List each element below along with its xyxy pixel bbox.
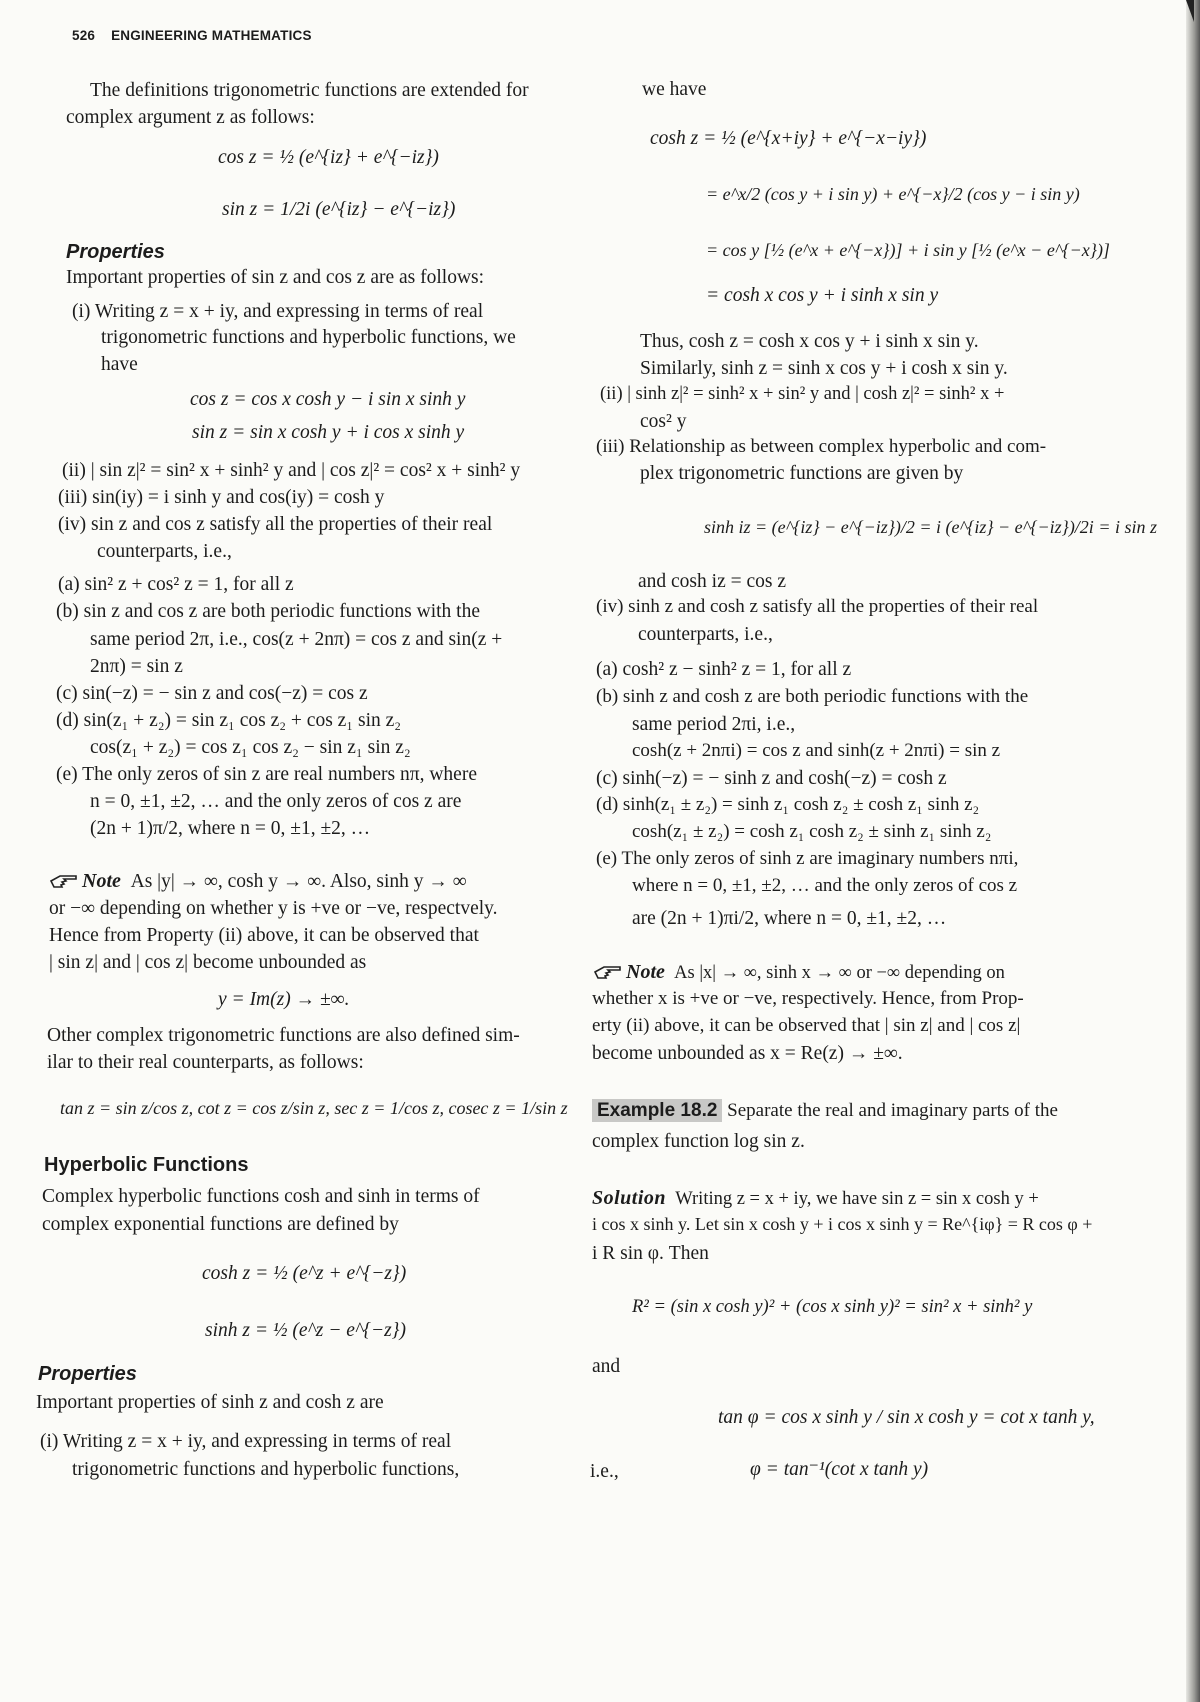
- properties-heading: Properties: [66, 241, 165, 263]
- property-2: (ii) | sin z|² = sin² x + sinh² y and | cos z|² = cos² x + sinh² y: [62, 460, 521, 481]
- scan-page-edge: [1186, 0, 1200, 1702]
- page-number: 526: [72, 28, 96, 43]
- right-property-b-line-1: (b) sinh z and cosh z are both periodic functions with the: [596, 686, 1029, 707]
- right-property-4-line-b: counterparts, i.e.,: [638, 624, 773, 645]
- right-property-a: (a) cosh² z − sinh² z = 1, for all z: [596, 659, 852, 680]
- right-property-3-line-a: (iii) Relationship as between complex hyperbolic and com-: [596, 436, 1047, 457]
- scan-corner-mark: [1186, 0, 1194, 22]
- def-sin-equation: sin z = 1/2i (e^{iz} − e^{−iz}): [222, 199, 456, 220]
- property-4-line-b: counterparts, i.e.,: [97, 541, 232, 562]
- right-property-d-line-2: cosh(z₁ ± z₂) = cosh z₁ cosh z₂ ± sinh z₁ sinh z₂: [632, 821, 992, 842]
- pointing-hand-icon: [594, 963, 622, 987]
- right-property-e-line-1: (e) The only zeros of sinh z are imaginary numbers nπi,: [596, 848, 1019, 869]
- right-note-label: Note: [626, 961, 665, 983]
- hyperbolic-intro-line-1: Complex hyperbolic functions cosh and sinh in terms of: [42, 1186, 480, 1207]
- note-text-1: As |y| → ∞, cosh y → ∞. Also, sinh y → ∞: [130, 871, 467, 892]
- running-title: ENGINEERING MATHEMATICS: [111, 28, 312, 43]
- right-property-c: (c) sinh(−z) = − sinh z and cosh(−z) = cosh z: [596, 768, 947, 789]
- note-label: Note: [82, 870, 121, 892]
- property-1-line-b: trigonometric functions and hyperbolic functions, we: [101, 327, 516, 348]
- def-cosh-equation: cosh z = ½ (e^z + e^{−z}): [202, 1263, 407, 1284]
- right-note-line-2: whether x is +ve or −ve, respectively. Hence, from Prop-: [592, 988, 1024, 1009]
- pointing-hand-icon: [50, 872, 78, 896]
- running-header: [72, 28, 312, 43]
- property-1-line-a: (i) Writing z = x + iy, and expressing in terms of real: [72, 301, 484, 322]
- property-d-line-1: (d) sin(z₁ + z₂) = sin z₁ cos z₂ + cos z₁ sin z₂: [56, 710, 402, 731]
- cosh-derivation-1: cosh z = ½ (e^{x+iy} + e^{−x−iy}): [650, 128, 927, 149]
- right-property-4-line-a: (iv) sinh z and cosh z satisfy all the properties of their real: [596, 596, 1039, 617]
- other-functions-line-1: Other complex trigonometric functions are also defined sim-: [47, 1025, 520, 1046]
- other-functions-equation: tan z = sin z/cos z, cot z = cos z/sin z, sec z = 1/cos z, cosec z = 1/sin z: [60, 1098, 568, 1118]
- example-line-2: complex function log sin z.: [592, 1131, 805, 1152]
- property-b-line-2: same period 2π, i.e., cos(z + 2nπ) = cos z and sin(z +: [90, 629, 503, 650]
- right-property-d-line-1: (d) sinh(z₁ ± z₂) = sinh z₁ cosh z₂ ± cosh z₁ sinh z₂: [596, 794, 980, 815]
- note-line-4: | sin z| and | cos z| become unbounded as: [49, 952, 367, 973]
- properties-2-heading: Properties: [38, 1363, 137, 1385]
- sinh-iz-equation: sinh iz = (e^{iz} − e^{−iz})/2 = i (e^{iz} − e^{−iz})/2i = i sin z: [704, 517, 1157, 537]
- example-label: Example 18.2: [592, 1099, 722, 1122]
- property-1-line-c: have: [101, 354, 138, 375]
- solution-line-2: i cos x sinh y. Let sin x cosh y + i cos x sinh y = Re^{iφ} = R cos φ +: [592, 1214, 1093, 1234]
- right-note-line-3: erty (ii) above, it can be observed that | sin z| and | cos z|: [592, 1015, 1021, 1036]
- right-property-b-line-3: cosh(z + 2nπi) = cos z and sinh(z + 2nπi) = sin z: [632, 740, 1001, 761]
- property-1-equation-2: sin z = sin x cosh y + i cos x sinh y: [192, 422, 465, 443]
- cosh-derivation-2: = e^x/2 (cos y + i sin y) + e^{−x}/2 (cos y − i sin y): [706, 184, 1080, 204]
- properties-2-intro: Important properties of sinh z and cosh z are: [36, 1392, 384, 1413]
- and-connector: and: [592, 1356, 621, 1377]
- cosh-iz-line: and cosh iz = cos z: [638, 571, 786, 592]
- hyp-property-1-line-a: (i) Writing z = x + iy, and expressing in terms of real: [40, 1431, 452, 1452]
- right-property-e-line-3: are (2n + 1)πi/2, where n = 0, ±1, ±2, …: [632, 908, 947, 929]
- property-c: (c) sin(−z) = − sin z and cos(−z) = cos z: [56, 683, 368, 704]
- solution-equation-phi: φ = tan⁻¹(cot x tanh y): [750, 1459, 929, 1480]
- note-line-2: or −∞ depending on whether y is +ve or −ve, respectvely.: [49, 898, 498, 919]
- similarly-line: Similarly, sinh z = sinh x cos y + i cosh x sin y.: [640, 358, 1008, 379]
- solution-label: Solution: [592, 1187, 667, 1209]
- property-e-line-3: (2n + 1)π/2, where n = 0, ±1, ±2, …: [90, 818, 371, 839]
- right-property-2-line-a: (ii) | sinh z|² = sinh² x + sin² y and | cosh z|² = sinh² x +: [600, 384, 1005, 404]
- right-property-3-line-b: plex trigonometric functions are given by: [640, 463, 964, 484]
- right-property-e-line-2: where n = 0, ±1, ±2, … and the only zeros of cos z: [632, 875, 1018, 896]
- properties-intro: Important properties of sin z and cos z are as follows:: [66, 267, 485, 288]
- note-line-1: [50, 869, 467, 896]
- def-cos-equation: cos z = ½ (e^{iz} + e^{−iz}): [218, 147, 439, 168]
- hyperbolic-intro-line-2: complex exponential functions are defined by: [42, 1214, 399, 1235]
- solution-line-3: i R sin φ. Then: [592, 1243, 709, 1264]
- example-line-1: [592, 1100, 1058, 1123]
- note-equation: y = Im(z) → ±∞.: [218, 989, 350, 1010]
- property-b-line-1: (b) sin z and cos z are both periodic functions with the: [56, 601, 481, 622]
- hyp-property-1-line-b: trigonometric functions and hyperbolic functions,: [72, 1459, 460, 1480]
- solution-equation-r2: R² = (sin x cosh y)² + (cos x sinh y)² = sin² x + sinh² y: [632, 1297, 1033, 1317]
- cosh-derivation-3: = cos y [½ (e^x + e^{−x})] + i sin y [½ (e^x − e^{−x})]: [706, 240, 1110, 260]
- intro-line-1: The definitions trigonometric functions are extended for: [90, 80, 529, 101]
- right-property-2-line-b: cos² y: [640, 411, 687, 432]
- property-b-line-3: 2nπ) = sin z: [90, 656, 183, 677]
- def-sinh-equation: sinh z = ½ (e^z − e^{−z}): [205, 1320, 406, 1341]
- note-line-3: Hence from Property (ii) above, it can be observed that: [49, 925, 479, 946]
- property-e-line-2: n = 0, ±1, ±2, … and the only zeros of cos z are: [90, 791, 462, 812]
- property-4-line-a: (iv) sin z and cos z satisfy all the properties of their real: [58, 514, 493, 535]
- right-note-line-4: become unbounded as x = Re(z) → ±∞.: [592, 1043, 903, 1064]
- intro-line-2: complex argument z as follows:: [66, 107, 315, 128]
- other-functions-line-2: ilar to their real counterparts, as follows:: [47, 1052, 364, 1073]
- cosh-derivation-4: = cosh x cos y + i sinh x sin y: [706, 285, 939, 306]
- right-note-text-1: As |x| → ∞, sinh x → ∞ or −∞ depending on: [674, 963, 1005, 983]
- solution-equation-tan-phi: tan φ = cos x sinh y / sin x cosh y = cot x tanh y,: [718, 1407, 1095, 1428]
- property-d-line-2: cos(z₁ + z₂) = cos z₁ cos z₂ − sin z₁ sin z₂: [90, 737, 411, 758]
- solution-text-1: Writing z = x + iy, we have sin z = sin x cosh y +: [675, 1189, 1039, 1209]
- solution-line-1: [592, 1186, 1039, 1210]
- thus-line: Thus, cosh z = cosh x cos y + i sinh x sin y.: [640, 331, 979, 352]
- property-3: (iii) sin(iy) = i sinh y and cos(iy) = cosh y: [58, 487, 385, 508]
- hyperbolic-functions-heading: Hyperbolic Functions: [44, 1154, 249, 1176]
- property-1-equation-1: cos z = cos x cosh y − i sin x sinh y: [190, 389, 466, 410]
- we-have: we have: [642, 79, 707, 100]
- example-text-1: Separate the real and imaginary parts of the: [727, 1100, 1058, 1121]
- property-e-line-1: (e) The only zeros of sin z are real numbers nπ, where: [56, 764, 477, 785]
- right-note-line-1: [594, 960, 1005, 987]
- right-property-b-line-2: same period 2πi, i.e.,: [632, 714, 796, 735]
- ie-connector: i.e.,: [590, 1461, 619, 1482]
- property-a: (a) sin² z + cos² z = 1, for all z: [58, 574, 294, 595]
